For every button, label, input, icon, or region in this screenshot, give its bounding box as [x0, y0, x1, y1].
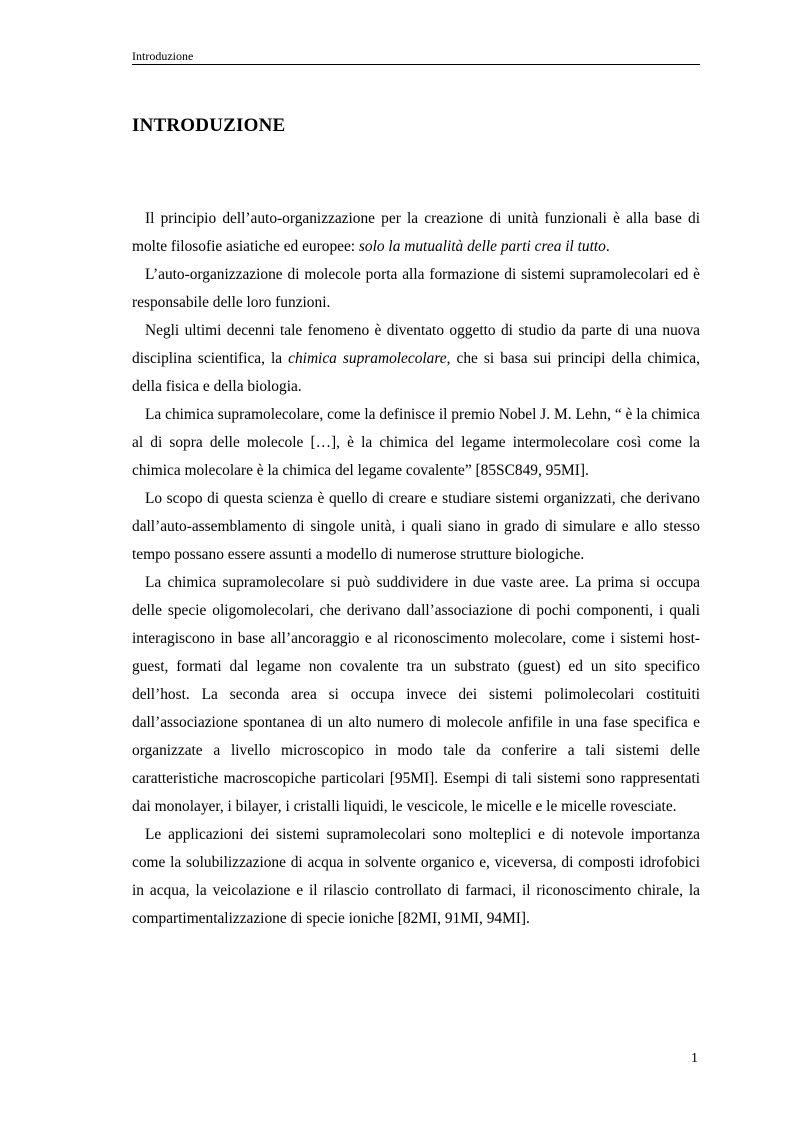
- paragraph-7: [132, 821, 700, 933]
- paragraph-2-text: L’auto-organizzazione di molecole porta alla formazione di sistemi supramolecolari ed è responsabile delle loro funzioni.: [132, 266, 700, 311]
- running-header: [132, 49, 700, 65]
- chapter-title: INTRODUZIONE: [132, 115, 286, 136]
- paragraph-1-emphasis: solo la mutualità delle parti crea il tutto: [358, 238, 606, 255]
- paragraph-7-text: Le applicazioni dei sistemi supramolecolari sono molteplici e di notevole importanza come la solubilizzazione di acqua in solvente organico e, viceversa, di composti idrofobici in acqua, la veicolazione e il rilascio controllato di farmaci, il riconoscimento chirale, la compartimentalizzazione di specie ioniche [82MI, 91MI, 94MI].: [132, 826, 700, 927]
- paragraph-6-text: La chimica supramolecolare si può suddividere in due vaste aree. La prima si occupa delle specie oligomolecolari, che derivano dall’associazione di pochi componenti, i quali interagiscono in base all’ancoraggio e al riconoscimento molecolare, come i sistemi host-guest, formati dal legame non covalente tra un substrato (guest) ed un sito specifico dell’host. La seconda area si occupa invece dei sistemi polimolecolari costituiti dall’associazione spontanea di un alto numero di molecole anfifile in una fase specifica e organizzate a livello microscopico in modo tale da conferire a tali sistemi delle caratteristiche macroscopiche particolari [95MI]. Esempi di tali sistemi sono rappresentati dai monolayer, i bilayer, i cristalli liquidi, le vescicole, le micelle e le micelle rovesciate.: [132, 574, 700, 815]
- page-number: 1: [691, 1051, 698, 1066]
- running-header-title: Introduzione: [132, 49, 194, 63]
- paragraph-5-text: Lo scopo di questa scienza è quello di creare e studiare sistemi organizzati, che derivano dall’auto-assemblamento di singole unità, i quali siano in grado di simulare e allo stesso tempo possano essere assunti a modello di numerose strutture biologiche.: [132, 490, 700, 563]
- paragraph-4: [132, 401, 700, 485]
- paragraph-3: [132, 317, 700, 401]
- paragraph-3-emphasis: chimica supramolecolare: [288, 350, 447, 367]
- paragraph-2: [132, 261, 700, 317]
- paragraph-4-text: La chimica supramolecolare, come la definisce il premio Nobel J. M. Lehn, “ è la chimica al di sopra delle molecole […], è la chimica del legame intermolecolare così come la chimica molecolare è la chimica del legame covalente” [85SC849, 95MI].: [132, 406, 700, 479]
- paragraph-3-text: Negli ultimi decenni tale fenomeno è diventato oggetto di studio da parte di una nuova disciplina scientifica, la: [132, 322, 700, 367]
- body-text: [132, 205, 700, 933]
- paragraph-1-text: Il principio dell’auto-organizzazione per la creazione di unità funzionali è alla base di molte filosofie asiatiche ed europee:: [132, 210, 700, 255]
- paragraph-3-tail: , che si basa sui principi della chimica, della fisica e della biologia.: [132, 350, 700, 395]
- paragraph-6: [132, 569, 700, 821]
- paragraph-1: [132, 205, 700, 261]
- paragraph-1-tail: .: [605, 238, 610, 255]
- paragraph-5: [132, 485, 700, 569]
